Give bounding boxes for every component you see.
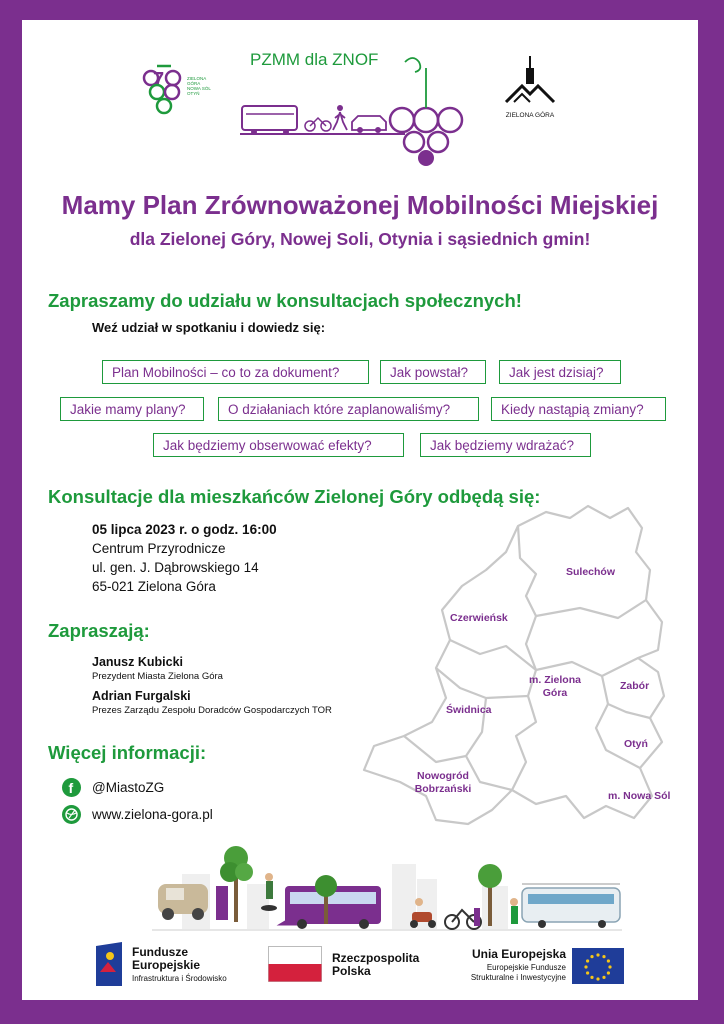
host-role: Prezes Zarządu Zespołu Doradców Gospodarczych TOR: [92, 705, 332, 716]
consultation-venue: Centrum Przyrodnicze: [92, 541, 226, 556]
page-title: Mamy Plan Zrównoważonej Mobilności Miejskiej: [61, 190, 659, 220]
transport-grapes-icon: [240, 48, 480, 168]
fe-title: Fundusze: [132, 945, 188, 959]
question-chip: O działaniach które zaplanowaliśmy?: [218, 397, 479, 421]
fe-flag-icon: [96, 942, 126, 988]
map-label: m. Nowa Sól: [608, 790, 671, 802]
question-chip: Jak będziemy wdrażać?: [420, 433, 591, 457]
question-chip: Kiedy nastąpią zmiany?: [491, 397, 666, 421]
more-info-heading: Więcej informacji:: [48, 742, 207, 763]
svg-text:7: 7: [153, 69, 165, 91]
map-label: m. Zielona Góra: [529, 674, 581, 699]
rp-title: Rzeczpospolita: [332, 951, 420, 965]
logo-line: ZIELONA: [187, 76, 207, 81]
zielona-gora-logo: [500, 52, 560, 127]
map-label: Otyń: [624, 738, 648, 750]
logo-line: GÓRA: [187, 81, 201, 86]
svg-text:f: f: [68, 780, 74, 796]
znof-logo: [139, 60, 249, 140]
map-label: Zabór: [620, 680, 650, 692]
facebook-icon[interactable]: [62, 778, 81, 797]
facebook-link[interactable]: @MiastoZG: [92, 780, 165, 795]
page-subtitle: dla Zielonej Góry, Nowej Soli, Otynia i sąsiednich gmin!: [129, 229, 591, 249]
question-chip: Plan Mobilności – co to za dokument?: [102, 360, 369, 384]
consultation-heading: Konsultacje dla mieszkańców Zielonej Góry odbędą się:: [48, 486, 541, 507]
pzmm-logo: [240, 48, 480, 168]
host-name: Adrian Furgalski: [92, 689, 191, 703]
zielona-gora-crest-icon: [500, 52, 560, 112]
invite-lead: Weź udział w spotkaniu i dowiedz się:: [92, 320, 326, 335]
ue-subtitle: Europejskie Fundusze: [486, 963, 566, 972]
rp-logo: [268, 946, 438, 986]
consultation-city: 65-021 Zielona Góra: [92, 579, 216, 594]
host-role: Prezydent Miasta Zielona Góra: [92, 671, 223, 682]
website-link[interactable]: www.zielona-gora.pl: [92, 807, 213, 822]
eu-flag-icon: [572, 948, 624, 984]
ue-subtitle: Strukturalne i Inwestycyjne: [470, 973, 566, 982]
question-chip: Jak będziemy obserwować efekty?: [153, 433, 404, 457]
ue-title: Unia Europejska: [471, 947, 566, 961]
question-chip: Jak jest dzisiaj?: [499, 360, 621, 384]
host-name: Janusz Kubicki: [92, 655, 183, 669]
consultation-details: [92, 520, 277, 596]
zielona-gora-logo-text: ZIELONA GÓRA: [505, 112, 555, 119]
question-chip: Jakie mamy plany?: [60, 397, 204, 421]
fe-subtitle: Infrastruktura i Środowisko: [132, 974, 227, 983]
hosts-heading: Zapraszają:: [48, 620, 150, 641]
consultation-street: ul. gen. J. Dąbrowskiego 14: [92, 560, 259, 575]
question-chip: Jak powstał?: [380, 360, 486, 384]
map-label: Świdnica: [446, 704, 492, 716]
poland-flag-icon: [268, 946, 322, 982]
poster: [22, 20, 698, 1000]
map-label: Nowogród Bobrzański: [414, 770, 472, 795]
globe-icon[interactable]: [62, 805, 81, 824]
znof-grapes-icon: [139, 60, 249, 140]
rp-title: Polska: [332, 964, 371, 978]
map-label: Czerwieńsk: [450, 612, 508, 624]
hosts-list: [92, 654, 332, 717]
consultation-datetime: 05 lipca 2023 r. o godz. 16:00: [92, 522, 277, 537]
invite-heading: Zapraszamy do udziału w konsultacjach społecznych!: [48, 290, 522, 311]
logo-line: NOWA SÓL: [187, 86, 211, 91]
ue-logo: [458, 946, 658, 986]
city-transport-illustration: [152, 844, 622, 944]
map-label: Sulechów: [566, 566, 616, 578]
fe-title: Europejskie: [132, 958, 201, 972]
fe-logo: [96, 942, 266, 988]
region-map: [340, 500, 690, 840]
logo-line: OTYŃ: [187, 91, 200, 96]
pzmm-logo-text: PZMM dla ZNOF: [250, 50, 379, 69]
